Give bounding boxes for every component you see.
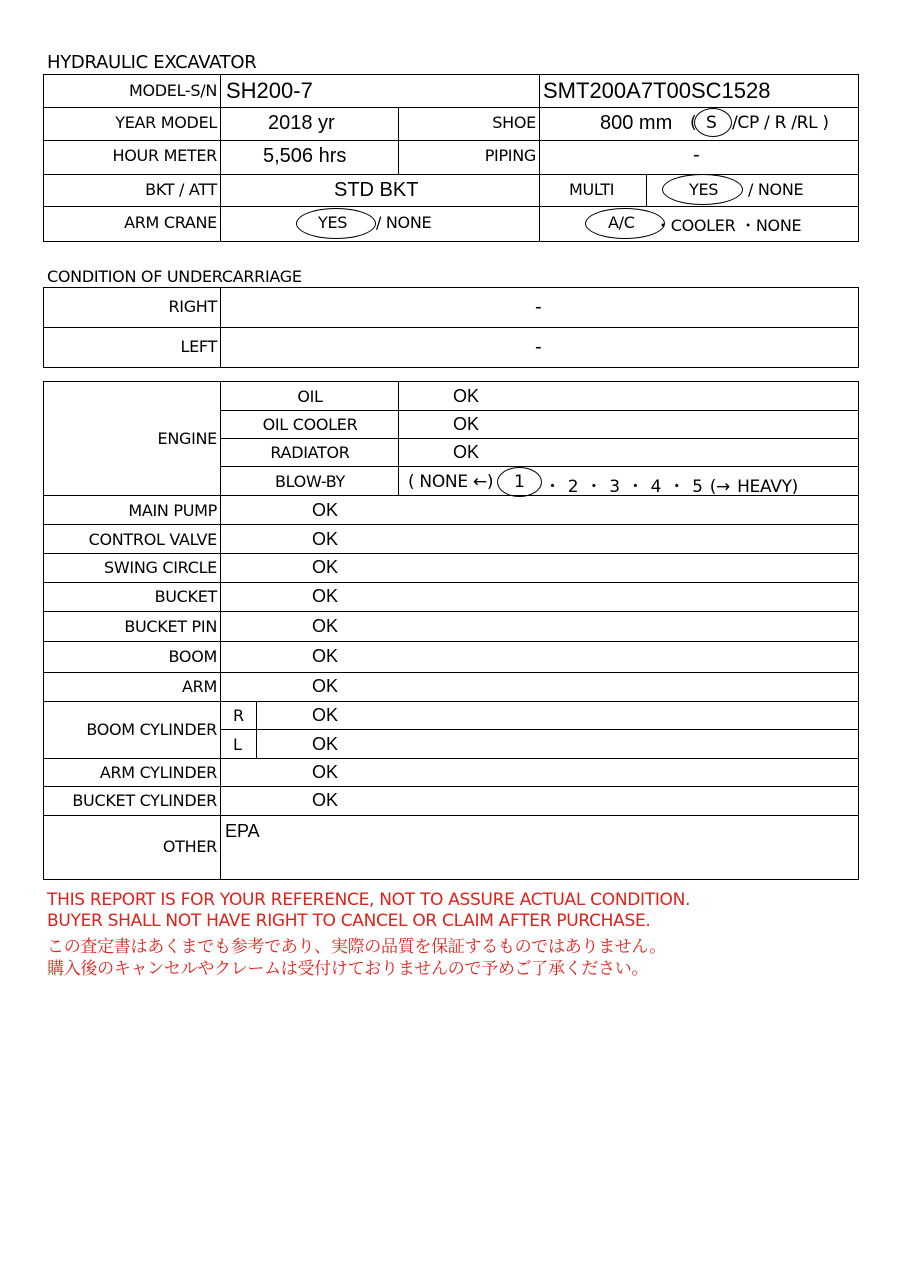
disclaimer-line: BUYER SHALL NOT HAVE RIGHT TO CANCEL OR CLAIM AFTER PURCHASE. [47,911,651,931]
engine-blowby-label: BLOW-BY [274,472,346,491]
divider [398,107,399,174]
document-title: HYDRAULIC EXCAVATOR [47,52,257,73]
left-label: LEFT [180,337,217,356]
parts-row-label: MAIN PUMP [128,501,217,520]
year-model-label: YEAR MODEL [115,113,217,132]
parts-row-label: ARM [182,677,217,696]
ac-option: A/C [608,213,635,232]
selection-circle [662,174,743,205]
bkt-value: STD BKT [334,179,419,201]
divider [43,611,859,612]
right-label: RIGHT [168,297,217,316]
divider [43,206,859,207]
parts-row-value: OK [312,676,339,696]
left-value: - [535,336,542,358]
parts-row-label: SWING CIRCLE [104,558,217,577]
multi-label: MULTI [569,180,615,199]
other-value: EPA [225,821,260,841]
divider [43,815,859,816]
engine-oil-cooler-value: OK [453,414,480,434]
bkt-att-label: BKT / ATT [145,180,217,199]
shoe-value: 800 mm [600,112,673,134]
year-value: 2018 yr [268,112,335,134]
divider [43,672,859,673]
parts-row-label: BUCKET [154,587,217,606]
parts-row-label: BOOM [168,647,217,666]
engine-oil-cooler-label: OIL COOLER [262,415,358,434]
shoe-option-rest: /CP / R /RL ) [732,113,829,133]
parts-row-value: OK [312,586,339,606]
disclaimer-line: 購入後のキャンセルやクレームは受付けておりませんので予めご了承ください。 [47,959,649,979]
selection-circle [497,467,542,497]
bucket-cylinder-value: OK [312,790,339,810]
divider [398,381,399,495]
divider [43,140,859,141]
right-value: - [535,296,542,318]
boom-cylinder-l-label: L [233,735,242,754]
divider [646,174,647,206]
divider [43,524,859,525]
blowby-option-1: 1 [514,472,525,492]
parts-row-value: OK [312,500,339,520]
piping-value: - [693,144,700,166]
divider [220,729,859,730]
divider [43,582,859,583]
parts-row-value: OK [312,616,339,636]
hour-meter-label: HOUR METER [112,146,217,165]
disclaimer-line: THIS REPORT IS FOR YOUR REFERENCE, NOT TO ASSURE ACTUAL CONDITION. [47,890,691,910]
boom-cylinder-label: BOOM CYLINDER [86,720,217,739]
divider [43,786,859,787]
serial-value: SMT200A7T00SC1528 [543,78,771,103]
arm-cylinder-label: ARM CYLINDER [99,763,217,782]
divider [43,107,859,108]
divider [43,327,859,328]
divider [220,410,859,411]
engine-radiator-value: OK [453,442,480,462]
model-value: SH200-7 [226,78,313,103]
shoe-label: SHOE [492,113,536,132]
arm-crane-label: ARM CRANE [124,213,217,232]
piping-label: PIPING [484,146,536,165]
boom-cylinder-r-value: OK [312,705,339,725]
boom-cylinder-r-label: R [233,706,244,725]
divider [220,438,859,439]
boom-cylinder-l-value: OK [312,734,339,754]
divider [539,74,540,107]
parts-row-value: OK [312,557,339,577]
parts-row-label: CONTROL VALVE [88,530,217,549]
divider [43,758,859,759]
selection-circle [585,208,665,239]
divider [220,287,221,368]
engine-label: ENGINE [157,429,217,448]
engine-oil-label: OIL [297,387,323,406]
parts-row-value: OK [312,646,339,666]
multi-yes: YES [689,180,719,199]
divider [220,815,221,880]
divider [539,107,540,174]
arm-crane-none: / NONE [376,213,432,232]
engine-radiator-label: RADIATOR [270,443,350,462]
divider [43,701,859,702]
parts-row-value: OK [312,529,339,549]
model-sn-label: MODEL-S/N [128,81,217,100]
divider [43,174,859,175]
ac-rest: ・COOLER ・NONE [655,216,802,235]
engine-oil-value: OK [453,386,480,406]
divider [539,174,540,242]
parts-row-label: BUCKET PIN [124,617,217,636]
arm-crane-yes: YES [318,213,348,232]
divider [43,495,859,496]
divider [256,701,257,758]
shoe-option-s: S [706,113,717,133]
other-label: OTHER [162,837,217,856]
selection-circle [296,208,376,239]
blowby-scale-start: ( NONE ←) [408,472,494,492]
divider [220,381,221,815]
multi-none: / NONE [748,180,804,199]
arm-cylinder-value: OK [312,762,339,782]
selection-circle [694,108,732,137]
undercarriage-heading: CONDITION OF UNDERCARRIAGE [47,267,302,286]
shoe-open-paren: ( [690,113,697,133]
hour-value: 5,506 hrs [263,145,347,167]
divider [43,641,859,642]
divider [43,553,859,554]
bucket-cylinder-label: BUCKET CYLINDER [72,791,217,810]
disclaimer-line: この査定書はあくまでも参考であり、実際の品質を保証するものではありません。 [47,937,666,957]
blowby-scale-rest: ・ 2 ・ 3 ・ 4 ・ 5 (→ HEAVY) [544,477,798,497]
divider [220,74,221,242]
divider [220,466,859,467]
